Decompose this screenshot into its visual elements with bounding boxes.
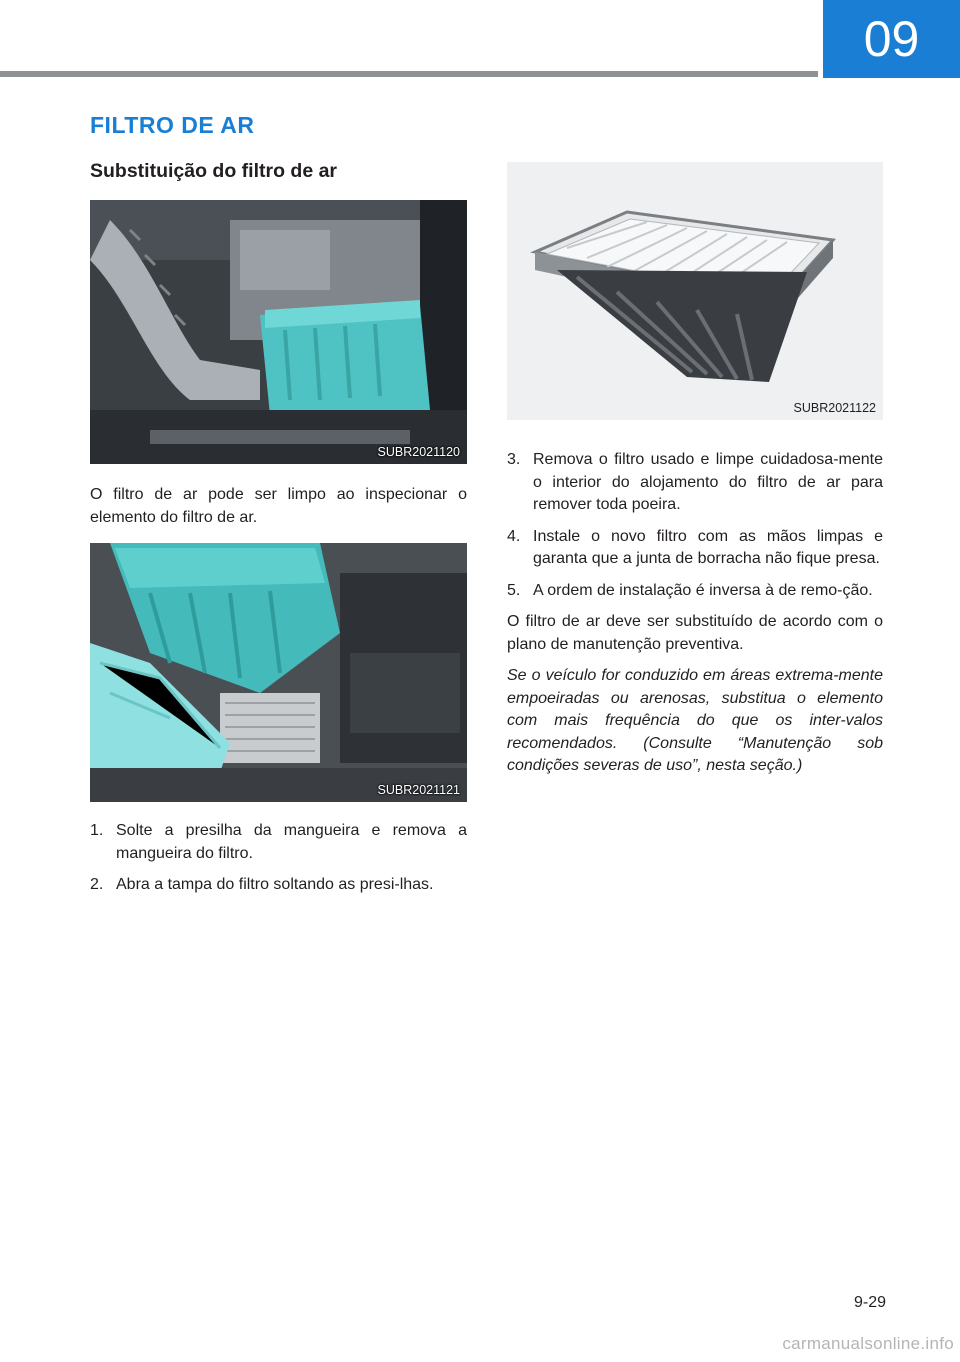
list-item	[90, 874, 467, 897]
list-item	[507, 449, 883, 517]
subsection-title: Substituição do filtro de ar	[90, 160, 338, 182]
intro-text: O filtro de ar pode ser limpo ao inspecionar o elemento do filtro de ar.	[90, 486, 467, 526]
figure-cover-removal	[90, 543, 467, 802]
right-column-text	[507, 449, 883, 787]
steps-list-left	[90, 820, 467, 897]
page-number: 9-29	[853, 1294, 886, 1311]
chapter-tab: 09	[823, 0, 960, 78]
figure-code: SUBR2021120	[377, 445, 460, 459]
step-number: 4.	[507, 527, 521, 545]
step-text: Solte a presilha da mangueira e remova a mangueira do filtro.	[116, 822, 467, 862]
section-title: FILTRO DE AR	[90, 112, 255, 138]
step-text: A ordem de instalação é inversa à de remo-ção.	[533, 581, 873, 599]
engine-bay-illustration	[90, 200, 467, 464]
step-number: 2.	[90, 876, 104, 893]
watermark: carmanualsonline.info	[782, 1334, 954, 1353]
steps-list-right	[507, 449, 883, 602]
list-item	[90, 820, 467, 865]
list-item	[507, 526, 883, 571]
figure-filter-element	[507, 162, 883, 420]
step-number: 5.	[507, 581, 521, 599]
step-number: 1.	[90, 822, 104, 839]
cover-removal-illustration	[90, 543, 467, 802]
intro-paragraph	[90, 484, 467, 538]
list-item	[507, 580, 883, 603]
step-text: Remova o filtro usado e limpe cuidadosa-mente o interior do alojamento do filtro de ar para remover toda poeira.	[533, 451, 883, 513]
figure-code: SUBR2021121	[377, 783, 460, 797]
step-text: Abra a tampa do filtro soltando as presi-lhas.	[116, 876, 434, 893]
header-rule	[0, 71, 818, 77]
figure-engine-bay	[90, 200, 467, 464]
step-text: Instale o novo filtro com as mãos limpas e garanta que a junta de borracha não fique presa.	[533, 527, 883, 567]
left-steps	[90, 820, 467, 906]
maintenance-paragraph: O filtro de ar deve ser substituído de acordo com o plano de manutenção preventiva.	[507, 613, 883, 653]
filter-element-illustration	[507, 162, 883, 420]
step-number: 3.	[507, 451, 521, 468]
severe-use-note: Se o veículo for conduzido em áreas extrema-mente empoeiradas ou arenosas, substitua o elemento com mais frequência do que os inter-valos recomendados. (Consulte “Manutenção sob condições severas de uso”, nesta seção.)	[507, 667, 883, 774]
figure-code: SUBR2021122	[793, 401, 876, 415]
